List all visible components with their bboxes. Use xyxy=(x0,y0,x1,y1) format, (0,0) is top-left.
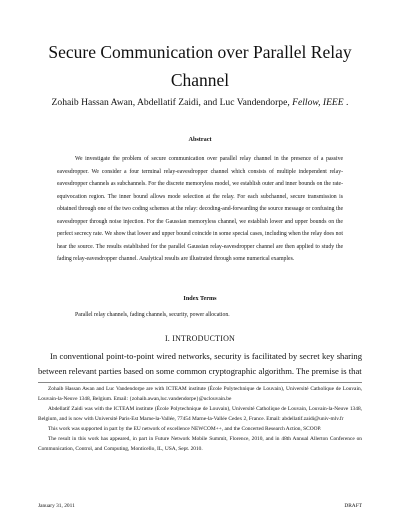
paper-title xyxy=(30,38,370,94)
footer-draft-label: DRAFT xyxy=(344,503,362,509)
section-heading-introduction: I. INTRODUCTION xyxy=(164,334,236,343)
footnote-prior-publication: The result in this work has appeared, in part in Future Network Mobile Summit, Florence, 2010, and in 48th Annual Allerton Conference on Communication, Control, and Computing, Monticello, IL, USA, Sept. 2010. xyxy=(38,436,362,452)
title-line-1: Secure Communication over Parallel Relay xyxy=(48,42,352,62)
author-list xyxy=(10,97,390,109)
abstract-heading: Abstract xyxy=(188,136,212,143)
title-line-2: Channel xyxy=(170,70,230,90)
footnote-affiliation-2: Abdellatif Zaidi was with the ICTEAM institute (École Polytechnique de Louvain), Université Catholique de Louvain, Louvain-la-Neuve 1348, Belgium, and is now with Université Paris-Est Marne-la-Vallée, 77454 Marne-la-Vallée Cedex 2, France. Email: abdellatif.zaidi@univ-mlv.fr xyxy=(38,406,362,422)
index-terms-text: Parallel relay channels, fading channels, security, power allocation. xyxy=(75,312,230,318)
footnote-affiliation-1: Zohaib Hassan Awan and Luc Vandendorpe are with ICTEAM institute (École Polytechnique de Louvain), Université Catholique de Louvain, Louvain-la-Neuve 1348, Belgium. Email: {zohaib.awan,luc.vandendorpe}@uclouvain.be xyxy=(38,386,362,402)
introduction-text: In conventional point-to-point wired networks, security is facilitated by secret key sharing between relevant parties based on some common cryptographic algorithm. The premise is that xyxy=(38,351,362,376)
authors-end: . xyxy=(343,97,349,108)
footer-date: January 31, 2011 xyxy=(38,503,75,509)
footnote-divider xyxy=(38,382,362,383)
authors-fellow: Fellow, IEEE xyxy=(292,97,344,108)
abstract-text: We investigate the problem of secure communication over parallel relay channel in the presence of a passive eavesdropper. We consider a four terminal relay-eavesdropper channel which consists of multiple independent relay-eavesdropper channels as subchannels. For the discrete memoryless model, we establish outer and inner bounds on the rate-equivocation region. The inner bound allows mode selection at the relay. For each subchannel, secure transmission is obtained through one of the two coding schemes at the relay: decoding-and-forwarding the source message or confusing the eavesdropper through noise injection. For the Gaussian memoryless channel, we establish lower and upper bounds on the perfect secrecy rate. We show that lower and upper bound coincide in some special cases, including when the relay does not hear the source. The results established for the parallel Gaussian relay-eavesdropper channel are then applied to study the fading relay-eavesdropper channel. Analytical results are illustrated through some numerical examples. xyxy=(57,156,343,262)
index-terms-heading: Index Terms xyxy=(183,295,217,302)
footnote-funding: This work was supported in part by the EU network of excellence NEWCOM++, and the Concerted Research Action, SCOOP. xyxy=(48,426,322,432)
authors-names: Zohaib Hassan Awan, Abdellatif Zaidi, and Luc Vandendorpe, xyxy=(51,97,290,108)
footnotes xyxy=(38,384,362,454)
